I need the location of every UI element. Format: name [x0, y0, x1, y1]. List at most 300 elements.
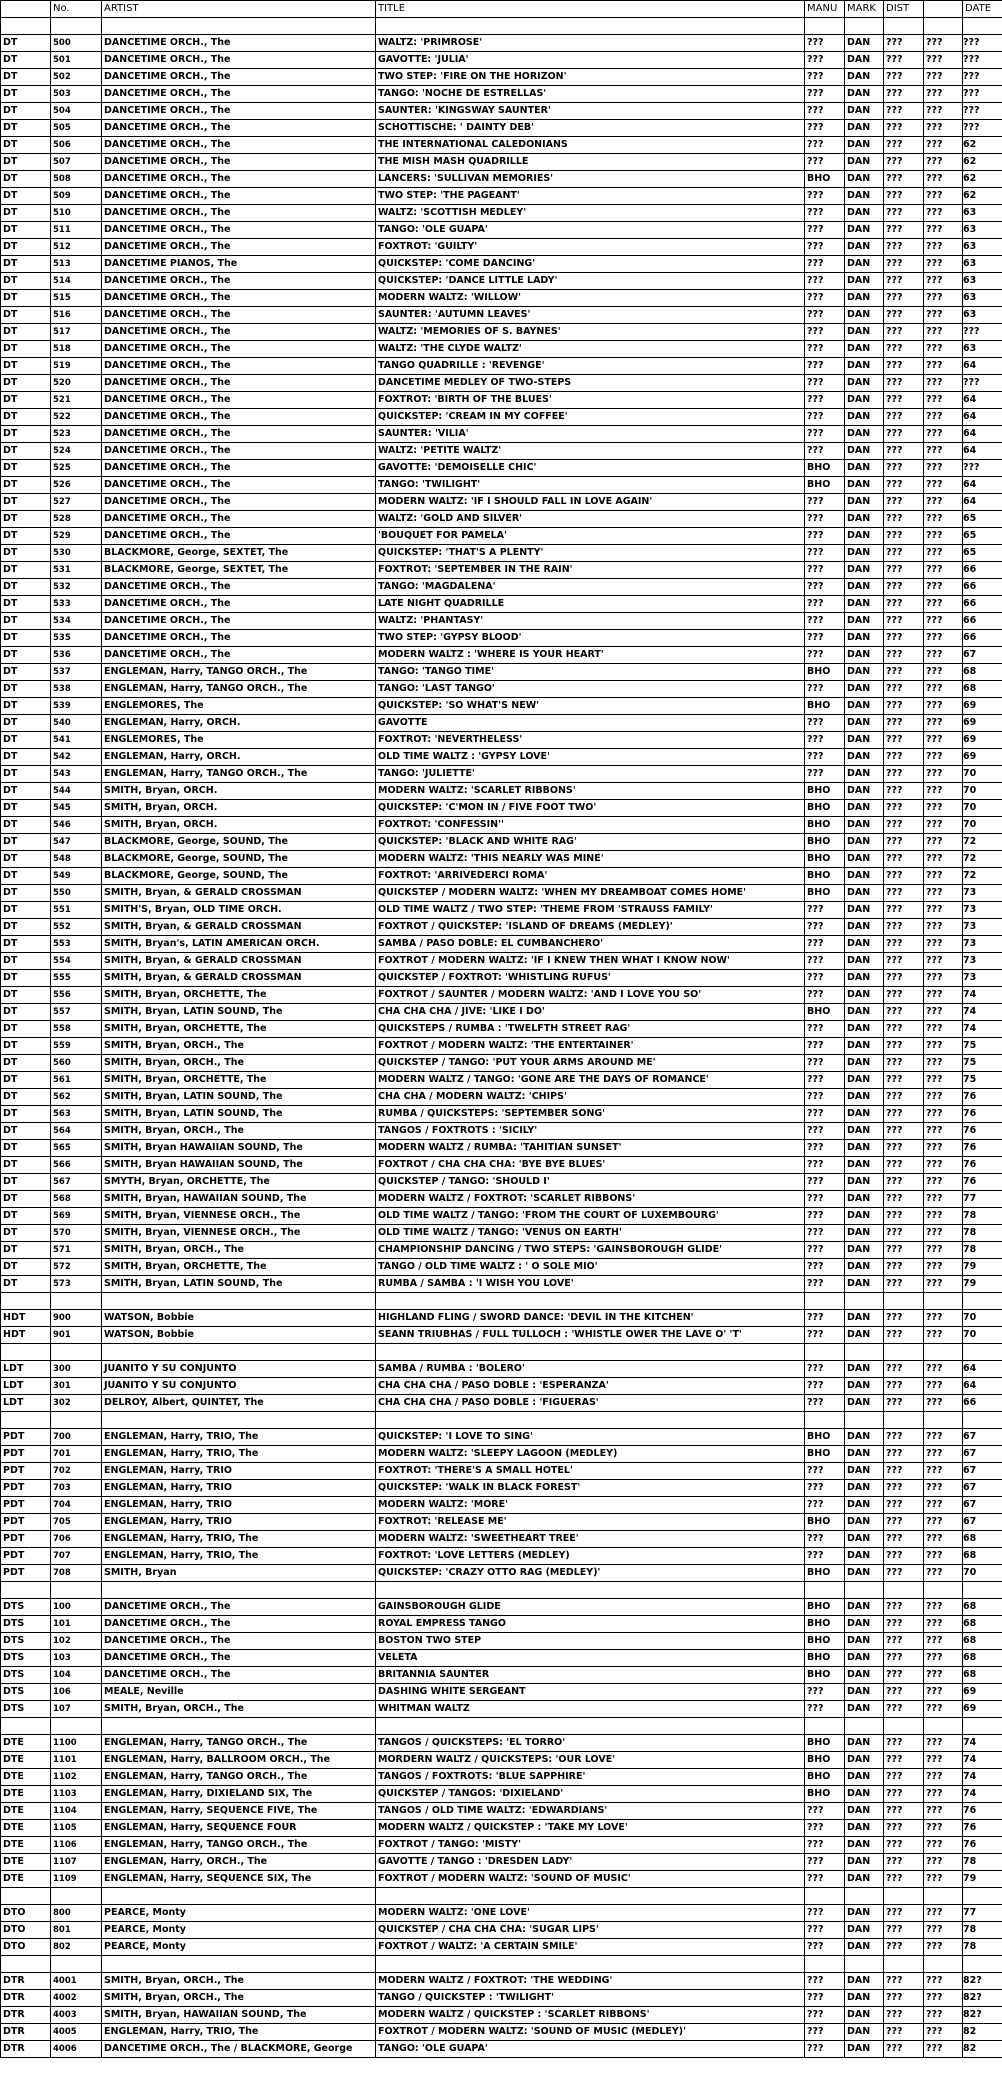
cell-title: WALTZ: 'MEMORIES OF S. BAYNES' — [376, 324, 805, 341]
cell-date: 78 — [963, 1939, 1002, 1956]
cell-blank: ??? — [924, 664, 963, 681]
table-row — [1, 307, 1002, 324]
cell-manu: ??? — [805, 1055, 845, 1072]
cell-date: 65 — [963, 545, 1002, 562]
table-row — [1, 2007, 1002, 2024]
cell-title: TWO STEP: 'FIRE ON THE HORIZON' — [376, 69, 805, 86]
cell-prefix: DT — [1, 1174, 51, 1191]
table-row — [1, 1650, 1002, 1667]
cell-mark: DAN — [845, 1548, 884, 1565]
cell-manu: ??? — [805, 1310, 845, 1327]
cell-number: 529 — [51, 528, 102, 545]
cell-blank: ??? — [924, 1905, 963, 1922]
cell-date: ??? — [963, 120, 1002, 137]
cell-dist: ??? — [884, 1480, 924, 1497]
cell-number: 524 — [51, 443, 102, 460]
cell-artist: ENGLEMAN, Harry, TRIO, The — [102, 2024, 376, 2041]
cell-prefix: DTE — [1, 1735, 51, 1752]
cell-date: 78 — [963, 1208, 1002, 1225]
cell-dist: ??? — [884, 579, 924, 596]
cell-prefix: DT — [1, 919, 51, 936]
cell-blank: ??? — [924, 902, 963, 919]
cell-number — [51, 1718, 102, 1735]
cell-prefix: DT — [1, 1038, 51, 1055]
cell-number — [51, 1888, 102, 1905]
cell-prefix — [1, 1344, 51, 1361]
cell-date — [963, 1293, 1002, 1310]
table-row — [1, 1667, 1002, 1684]
cell-blank: ??? — [924, 1429, 963, 1446]
cell-prefix: DT — [1, 1072, 51, 1089]
cell-artist: DANCETIME ORCH., The — [102, 1616, 376, 1633]
cell-dist: ??? — [884, 1633, 924, 1650]
cell-mark: DAN — [845, 256, 884, 273]
cell-artist: SMITH, Bryan, ORCH., The — [102, 1038, 376, 1055]
cell-number: 566 — [51, 1157, 102, 1174]
cell-mark: DAN — [845, 1599, 884, 1616]
cell-artist: DANCETIME ORCH., The — [102, 307, 376, 324]
cell-mark: DAN — [845, 1514, 884, 1531]
table-row — [1, 409, 1002, 426]
table-row — [1, 324, 1002, 341]
cell-manu: ??? — [805, 1837, 845, 1854]
cell-blank — [924, 1293, 963, 1310]
spacer-row — [1, 1888, 1002, 1905]
cell-manu: BHO — [805, 868, 845, 885]
table-row — [1, 1548, 1002, 1565]
cell-prefix: DT — [1, 732, 51, 749]
cell-date — [963, 1344, 1002, 1361]
cell-artist: PEARCE, Monty — [102, 1939, 376, 1956]
cell-mark: DAN — [845, 103, 884, 120]
cell-artist — [102, 1956, 376, 1973]
cell-date: ??? — [963, 103, 1002, 120]
cell-title: QUICKSTEP: 'WALK IN BLACK FOREST' — [376, 1480, 805, 1497]
cell-date: 67 — [963, 1429, 1002, 1446]
cell-dist: ??? — [884, 1565, 924, 1582]
cell-prefix: DTE — [1, 1786, 51, 1803]
cell-prefix: DT — [1, 936, 51, 953]
cell-dist: ??? — [884, 307, 924, 324]
cell-artist: DANCETIME ORCH., The — [102, 324, 376, 341]
cell-title: FOXTROT: 'BIRTH OF THE BLUES' — [376, 392, 805, 409]
cell-number: 543 — [51, 766, 102, 783]
cell-manu: BHO — [805, 817, 845, 834]
cell-artist: SMITH, Bryan's, LATIN AMERICAN ORCH. — [102, 936, 376, 953]
cell-mark: DAN — [845, 2041, 884, 2058]
cell-artist: DANCETIME ORCH., The — [102, 392, 376, 409]
table-row — [1, 528, 1002, 545]
cell-dist: ??? — [884, 868, 924, 885]
cell-prefix — [1, 1412, 51, 1429]
cell-dist: ??? — [884, 885, 924, 902]
table-row — [1, 1191, 1002, 1208]
cell-manu: ??? — [805, 307, 845, 324]
cell-prefix: PDT — [1, 1531, 51, 1548]
cell-title — [376, 1412, 805, 1429]
cell-manu: ??? — [805, 1871, 845, 1888]
cell-mark: DAN — [845, 392, 884, 409]
cell-blank: ??? — [924, 1191, 963, 1208]
table-row — [1, 868, 1002, 885]
cell-prefix: DT — [1, 1191, 51, 1208]
cell-prefix: DT — [1, 35, 51, 52]
cell-date: 63 — [963, 205, 1002, 222]
cell-dist: ??? — [884, 1531, 924, 1548]
cell-dist: ??? — [884, 1242, 924, 1259]
cell-mark: DAN — [845, 494, 884, 511]
cell-number: 509 — [51, 188, 102, 205]
cell-artist: DANCETIME ORCH., The — [102, 613, 376, 630]
cell-prefix: DT — [1, 579, 51, 596]
cell-manu: BHO — [805, 171, 845, 188]
cell-blank: ??? — [924, 1752, 963, 1769]
cell-prefix: DTS — [1, 1650, 51, 1667]
cell-artist: DANCETIME ORCH., The — [102, 596, 376, 613]
cell-artist: DANCETIME ORCH., The — [102, 290, 376, 307]
table-row — [1, 1242, 1002, 1259]
cell-number: 700 — [51, 1429, 102, 1446]
cell-title: GAINSBOROUGH GLIDE — [376, 1599, 805, 1616]
cell-date: 63 — [963, 307, 1002, 324]
cell-number: 801 — [51, 1922, 102, 1939]
cell-date: 79 — [963, 1259, 1002, 1276]
cell-artist: BLACKMORE, George, SOUND, The — [102, 868, 376, 885]
cell-prefix: DTE — [1, 1752, 51, 1769]
cell-prefix: DTS — [1, 1633, 51, 1650]
table-row — [1, 919, 1002, 936]
cell-manu: ??? — [805, 562, 845, 579]
table-row — [1, 1463, 1002, 1480]
table-row — [1, 1072, 1002, 1089]
cell-artist: DELROY, Albert, QUINTET, The — [102, 1395, 376, 1412]
header-cell-date: DATE — [963, 1, 1002, 18]
cell-prefix: LDT — [1, 1378, 51, 1395]
cell-artist: DANCETIME ORCH., The — [102, 443, 376, 460]
cell-prefix: DTS — [1, 1701, 51, 1718]
cell-artist: DANCETIME ORCH., The — [102, 273, 376, 290]
cell-manu: ??? — [805, 987, 845, 1004]
cell-title: MODERN WALTZ: 'ONE LOVE' — [376, 1905, 805, 1922]
cell-date: 64 — [963, 477, 1002, 494]
cell-prefix: DT — [1, 290, 51, 307]
cell-date: 68 — [963, 664, 1002, 681]
cell-date: 74 — [963, 1735, 1002, 1752]
cell-manu: ??? — [805, 86, 845, 103]
cell-prefix: DT — [1, 188, 51, 205]
cell-mark: DAN — [845, 1684, 884, 1701]
cell-mark: DAN — [845, 86, 884, 103]
cell-artist: ENGLEMAN, Harry, TANGO ORCH., The — [102, 766, 376, 783]
cell-prefix: DT — [1, 1208, 51, 1225]
cell-title: QUICKSTEP: 'I LOVE TO SING' — [376, 1429, 805, 1446]
cell-artist: SMITH, Bryan, HAWAIIAN SOUND, The — [102, 2007, 376, 2024]
cell-manu: BHO — [805, 1446, 845, 1463]
cell-title — [376, 1718, 805, 1735]
cell-artist: SMITH, Bryan, & GERALD CROSSMAN — [102, 953, 376, 970]
cell-prefix: DT — [1, 902, 51, 919]
cell-blank: ??? — [924, 205, 963, 222]
cell-blank: ??? — [924, 715, 963, 732]
cell-dist: ??? — [884, 1650, 924, 1667]
cell-blank: ??? — [924, 1072, 963, 1089]
table-row — [1, 1174, 1002, 1191]
cell-title: QUICKSTEP: 'COME DANCING' — [376, 256, 805, 273]
cell-blank: ??? — [924, 987, 963, 1004]
cell-blank: ??? — [924, 103, 963, 120]
cell-title: FOXTROT / TANGO: 'MISTY' — [376, 1837, 805, 1854]
table-row — [1, 1514, 1002, 1531]
cell-blank: ??? — [924, 460, 963, 477]
cell-dist: ??? — [884, 239, 924, 256]
cell-manu: BHO — [805, 1786, 845, 1803]
cell-manu: ??? — [805, 1922, 845, 1939]
cell-date: 62 — [963, 171, 1002, 188]
cell-manu: ??? — [805, 1072, 845, 1089]
cell-manu: ??? — [805, 715, 845, 732]
cell-blank: ??? — [924, 647, 963, 664]
cell-artist: SMITH'S, Bryan, OLD TIME ORCH. — [102, 902, 376, 919]
cell-mark: DAN — [845, 1752, 884, 1769]
cell-blank — [924, 1344, 963, 1361]
cell-mark: DAN — [845, 885, 884, 902]
cell-mark: DAN — [845, 936, 884, 953]
cell-artist: SMITH, Bryan — [102, 1565, 376, 1582]
table-row — [1, 341, 1002, 358]
cell-title: SAMBA / RUMBA : 'BOLERO' — [376, 1361, 805, 1378]
cell-number: 519 — [51, 358, 102, 375]
cell-number: 511 — [51, 222, 102, 239]
cell-blank: ??? — [924, 1327, 963, 1344]
cell-prefix: DT — [1, 222, 51, 239]
cell-number: 562 — [51, 1089, 102, 1106]
cell-mark: DAN — [845, 528, 884, 545]
table-row — [1, 1038, 1002, 1055]
table-row — [1, 1106, 1002, 1123]
cell-blank: ??? — [924, 1616, 963, 1633]
table-row — [1, 766, 1002, 783]
cell-blank: ??? — [924, 392, 963, 409]
cell-date: 76 — [963, 1089, 1002, 1106]
cell-blank: ??? — [924, 1259, 963, 1276]
cell-manu: BHO — [805, 1633, 845, 1650]
table-row — [1, 987, 1002, 1004]
cell-mark — [845, 1888, 884, 1905]
cell-mark: DAN — [845, 1191, 884, 1208]
cell-artist: DANCETIME ORCH., The — [102, 426, 376, 443]
table-row — [1, 52, 1002, 69]
table-row — [1, 902, 1002, 919]
table-row — [1, 1701, 1002, 1718]
table-row — [1, 970, 1002, 987]
spacer-row — [1, 1412, 1002, 1429]
cell-number: 533 — [51, 596, 102, 613]
cell-dist: ??? — [884, 171, 924, 188]
table-row — [1, 477, 1002, 494]
cell-number: 701 — [51, 1446, 102, 1463]
cell-blank: ??? — [924, 766, 963, 783]
cell-blank: ??? — [924, 579, 963, 596]
cell-dist — [884, 1956, 924, 1973]
cell-artist: DANCETIME ORCH., The — [102, 86, 376, 103]
cell-dist: ??? — [884, 749, 924, 766]
cell-manu: ??? — [805, 1395, 845, 1412]
cell-number: 546 — [51, 817, 102, 834]
cell-title: TANGO: 'OLE GUAPA' — [376, 222, 805, 239]
cell-number: 568 — [51, 1191, 102, 1208]
cell-number: 517 — [51, 324, 102, 341]
table-row — [1, 749, 1002, 766]
cell-date: 79 — [963, 1871, 1002, 1888]
cell-artist: ENGLEMORES, The — [102, 732, 376, 749]
cell-artist: SMITH, Bryan, HAWAIIAN SOUND, The — [102, 1191, 376, 1208]
cell-title: TANGO: 'MAGDALENA' — [376, 579, 805, 596]
table-row — [1, 1361, 1002, 1378]
cell-dist: ??? — [884, 1259, 924, 1276]
cell-artist: SMITH, Bryan, ORCHETTE, The — [102, 1072, 376, 1089]
cell-manu: BHO — [805, 664, 845, 681]
header-cell-title: TITLE — [376, 1, 805, 18]
cell-prefix: DT — [1, 460, 51, 477]
cell-date: ??? — [963, 324, 1002, 341]
table-row — [1, 1769, 1002, 1786]
cell-prefix: DT — [1, 1123, 51, 1140]
cell-mark — [845, 1718, 884, 1735]
cell-dist: ??? — [884, 341, 924, 358]
cell-artist: DANCETIME ORCH., The — [102, 1633, 376, 1650]
cell-dist: ??? — [884, 1123, 924, 1140]
cell-dist: ??? — [884, 256, 924, 273]
cell-date: 66 — [963, 630, 1002, 647]
cell-mark: DAN — [845, 766, 884, 783]
cell-artist — [102, 1718, 376, 1735]
table-row — [1, 579, 1002, 596]
cell-title: OLD TIME WALTZ / TANGO: 'VENUS ON EARTH' — [376, 1225, 805, 1242]
cell-dist: ??? — [884, 154, 924, 171]
cell-prefix: PDT — [1, 1446, 51, 1463]
cell-manu: ??? — [805, 1208, 845, 1225]
cell-artist: ENGLEMAN, Harry, TANGO ORCH., The — [102, 681, 376, 698]
cell-dist: ??? — [884, 1922, 924, 1939]
cell-artist: WATSON, Bobbie — [102, 1327, 376, 1344]
cell-manu — [805, 1888, 845, 1905]
cell-number: 528 — [51, 511, 102, 528]
cell-manu: ??? — [805, 324, 845, 341]
cell-date: 82? — [963, 1990, 1002, 2007]
cell-number: 506 — [51, 137, 102, 154]
cell-date: 70 — [963, 817, 1002, 834]
cell-blank: ??? — [924, 1735, 963, 1752]
cell-prefix: DT — [1, 256, 51, 273]
cell-date: 66 — [963, 613, 1002, 630]
cell-manu — [805, 1582, 845, 1599]
cell-artist: BLACKMORE, George, SEXTET, The — [102, 562, 376, 579]
cell-number: 106 — [51, 1684, 102, 1701]
cell-date: 70 — [963, 1310, 1002, 1327]
cell-number: 560 — [51, 1055, 102, 1072]
cell-prefix: DT — [1, 1157, 51, 1174]
cell-mark: DAN — [845, 579, 884, 596]
cell-artist — [102, 1888, 376, 1905]
cell-artist: ENGLEMAN, Harry, ORCH. — [102, 715, 376, 732]
cell-number: 541 — [51, 732, 102, 749]
cell-prefix: DTE — [1, 1854, 51, 1871]
cell-title: WALTZ: 'PETITE WALTZ' — [376, 443, 805, 460]
cell-dist: ??? — [884, 1038, 924, 1055]
cell-blank: ??? — [924, 1871, 963, 1888]
cell-mark: DAN — [845, 851, 884, 868]
cell-date: 82 — [963, 2024, 1002, 2041]
cell-blank: ??? — [924, 1854, 963, 1871]
cell-prefix: PDT — [1, 1514, 51, 1531]
cell-manu: ??? — [805, 409, 845, 426]
cell-number: 521 — [51, 392, 102, 409]
cell-blank: ??? — [924, 528, 963, 545]
table-row — [1, 596, 1002, 613]
cell-manu — [805, 1718, 845, 1735]
cell-number: 505 — [51, 120, 102, 137]
cell-number — [51, 1412, 102, 1429]
table-row — [1, 154, 1002, 171]
cell-mark — [845, 1344, 884, 1361]
cell-prefix: PDT — [1, 1480, 51, 1497]
cell-prefix — [1, 1888, 51, 1905]
cell-dist: ??? — [884, 1616, 924, 1633]
spacer-row — [1, 1956, 1002, 1973]
table-row — [1, 120, 1002, 137]
cell-blank: ??? — [924, 817, 963, 834]
cell-dist: ??? — [884, 426, 924, 443]
cell-mark: DAN — [845, 2024, 884, 2041]
cell-manu: ??? — [805, 1021, 845, 1038]
cell-number: 545 — [51, 800, 102, 817]
table-row — [1, 1871, 1002, 1888]
cell-artist: DANCETIME ORCH., The — [102, 494, 376, 511]
cell-blank: ??? — [924, 1276, 963, 1293]
cell-prefix: DTE — [1, 1837, 51, 1854]
cell-date: 64 — [963, 409, 1002, 426]
cell-prefix: DT — [1, 1225, 51, 1242]
cell-mark: DAN — [845, 222, 884, 239]
cell-dist: ??? — [884, 1361, 924, 1378]
cell-blank: ??? — [924, 2007, 963, 2024]
cell-date: 64 — [963, 392, 1002, 409]
cell-mark: DAN — [845, 647, 884, 664]
cell-dist: ??? — [884, 1021, 924, 1038]
cell-artist: ENGLEMAN, Harry, ORCH., The — [102, 1854, 376, 1871]
cell-title: TANGO QUADRILLE : 'REVENGE' — [376, 358, 805, 375]
cell-artist: SMITH, Bryan, & GERALD CROSSMAN — [102, 919, 376, 936]
cell-number: 567 — [51, 1174, 102, 1191]
cell-mark: DAN — [845, 783, 884, 800]
cell-date: 68 — [963, 1548, 1002, 1565]
cell-manu: ??? — [805, 1905, 845, 1922]
table-row — [1, 1735, 1002, 1752]
cell-title: TANGOS / FOXTROTS : 'SICILY' — [376, 1123, 805, 1140]
cell-number: 530 — [51, 545, 102, 562]
cell-blank: ??? — [924, 154, 963, 171]
cell-prefix: DT — [1, 1259, 51, 1276]
cell-title: OLD TIME WALTZ : 'GYPSY LOVE' — [376, 749, 805, 766]
cell-title: FOXTROT: 'RELEASE ME' — [376, 1514, 805, 1531]
cell-dist: ??? — [884, 528, 924, 545]
cell-number: 703 — [51, 1480, 102, 1497]
cell-dist: ??? — [884, 477, 924, 494]
cell-manu: ??? — [805, 273, 845, 290]
cell-date: 64 — [963, 1378, 1002, 1395]
cell-prefix: LDT — [1, 1395, 51, 1412]
cell-title: CHA CHA CHA / PASO DOBLE : 'FIGUERAS' — [376, 1395, 805, 1412]
